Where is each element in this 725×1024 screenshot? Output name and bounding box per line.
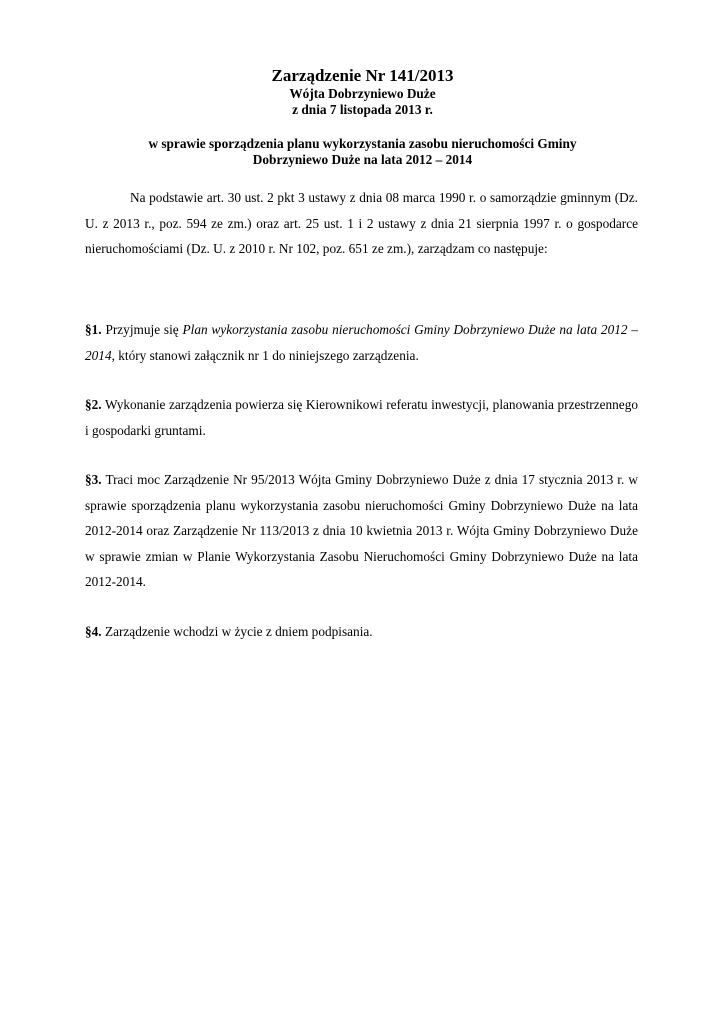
section-3-number: §3. [85, 472, 102, 487]
section-1-text-before: Przyjmuje się [101, 322, 183, 337]
subject-line-2: Dobrzyniewo Duże na lata 2012 – 2014 [252, 152, 473, 167]
section-1-number: §1. [85, 322, 102, 337]
section-4-number: §4. [85, 624, 102, 639]
section-3 [85, 467, 638, 595]
section-3-text: Traci moc Zarządzenie Nr 95/2013 Wójta Gminy Dobrzyniewo Duże z dnia 17 stycznia 2013 r. w sprawie sporządzenia planu wykorzystania zasobu nieruchomości Gminy Dobrzyniewo Duże na lata 2012-2014 oraz Zarządzenie Nr 113/2013 z dnia 10 kwietnia 2013 r. Wójta Gminy Dobrzyniewo Duże w sprawie zmian w Planie Wykorzystania Zasobu Nieruchomości Gminy Dobrzyniewo Duże na lata 2012-2014. [85, 472, 638, 589]
document-title: Zarządzenie Nr 141/2013 [271, 66, 454, 85]
document-subject [90, 136, 635, 168]
document-date: z dnia 7 listopada 2013 r. [292, 102, 433, 117]
document-authority: Wójta Dobrzyniewo Duże [289, 86, 436, 101]
section-2 [85, 392, 638, 443]
section-2-text: Wykonanie zarządzenia powierza się Kierownikowi referatu inwestycji, planowania przestrzennego i gospodarki gruntami. [85, 397, 638, 438]
section-2-number: §2. [85, 397, 102, 412]
section-4 [85, 619, 638, 645]
section-1-text-after: , który stanowi załącznik nr 1 do niniejszego zarządzenia. [111, 347, 419, 363]
section-1 [85, 317, 638, 368]
section-4-text: Zarządzenie wchodzi w życie z dniem podpisania. [101, 624, 373, 639]
legal-basis-paragraph: Na podstawie art. 30 ust. 2 pkt 3 ustawy z dnia 08 marca 1990 r. o samorządzie gminnym (Dz. U. z 2013 r., poz. 594 ze zm.) oraz art. 25 ust. 1 i 2 ustawy z dnia 21 sierpnia 1997 r. o gospodarce nieruchomościami (Dz. U. z 2010 r. Nr 102, poz. 651 ze zm.), zarządzam co następuje: [85, 190, 638, 256]
subject-line-1: w sprawie sporządzenia planu wykorzystania zasobu nieruchomości Gminy [148, 136, 577, 151]
section-1-plan-title: Plan wykorzystania zasobu nieruchomości Gminy Dobrzyniewo Duże na lata 2012 – 2014 [85, 322, 638, 363]
